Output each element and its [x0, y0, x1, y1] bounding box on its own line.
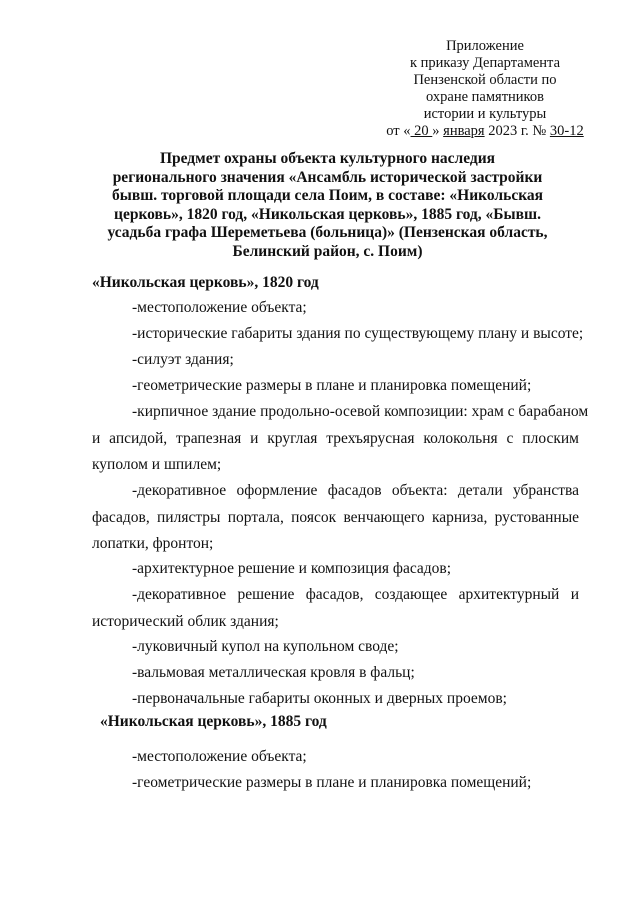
order-day: 20 — [410, 123, 433, 139]
appendix-block — [380, 38, 590, 140]
title-line: бывш. торговой площади села Поим, в составе: «Никольская — [111, 187, 544, 204]
list-item: -исторические габариты здания по существующему плану и высоте; — [132, 325, 584, 342]
list-item: -декоративное решение фасадов, создающее архитектурный и исторический облик здания; — [92, 586, 579, 630]
appendix-line: охране памятников — [426, 89, 544, 105]
date-prefix: от « — [386, 123, 411, 139]
list-item: -геометрические размеры в плане и планировка помещений; — [132, 774, 532, 791]
title-line: Предмет охраны объекта культурного наследия — [159, 150, 496, 167]
list-item: -архитектурное решение и композиция фасадов; — [132, 560, 452, 577]
order-date-line — [380, 123, 590, 140]
date-quote: » — [432, 123, 444, 139]
list-item: -декоративное оформление фасадов объекта: детали убранства фасадов, пилястры портала, поясок венчающего карниза, рустованные лопатки, фронтон; — [92, 482, 579, 552]
appendix-line: Приложение — [446, 38, 524, 54]
list-item: -силуэт здания; — [132, 351, 234, 368]
order-year: 2023 г. № — [484, 123, 550, 139]
title-line: Белинский район, с. Поим) — [232, 242, 423, 260]
list-item: -геометрические размеры в плане и планировка помещений; — [132, 377, 532, 394]
section-heading-1820: «Никольская церковь», 1820 год — [92, 274, 319, 291]
title-line: регионального значения «Ансамбль исторической застройки — [112, 168, 543, 186]
section-heading-1885: «Никольская церковь», 1885 год — [100, 713, 327, 730]
appendix-line: Пензенской области по — [413, 72, 557, 88]
list-item: -местоположение объекта; — [132, 299, 307, 316]
title-line: усадьба графа Шереметьева (больница)» (Пензенская область, — [107, 224, 548, 241]
list-item: -луковичный купол на купольном своде; — [132, 638, 399, 655]
title-line: церковь», 1820 год, «Никольская церковь», 1885 год, «Бывш. — [114, 205, 541, 223]
order-number: 30-12 — [549, 123, 584, 139]
document-title — [100, 150, 555, 261]
list-item: -первоначальные габариты оконных и дверных проемов; — [132, 690, 507, 707]
appendix-line: истории и культуры — [423, 106, 547, 122]
order-month: января — [443, 123, 485, 139]
list-item: -вальмовая металлическая кровля в фальц; — [132, 664, 415, 681]
list-item: -кирпичное здание продольно-осевой композиции: храм с барабаном и апсидой, трапезная и круглая трехъярусная колокольня с плоским куполом и шпилем; — [92, 403, 589, 473]
appendix-line: к приказу Департамента — [409, 55, 561, 71]
list-item: -местоположение объекта; — [132, 748, 307, 765]
